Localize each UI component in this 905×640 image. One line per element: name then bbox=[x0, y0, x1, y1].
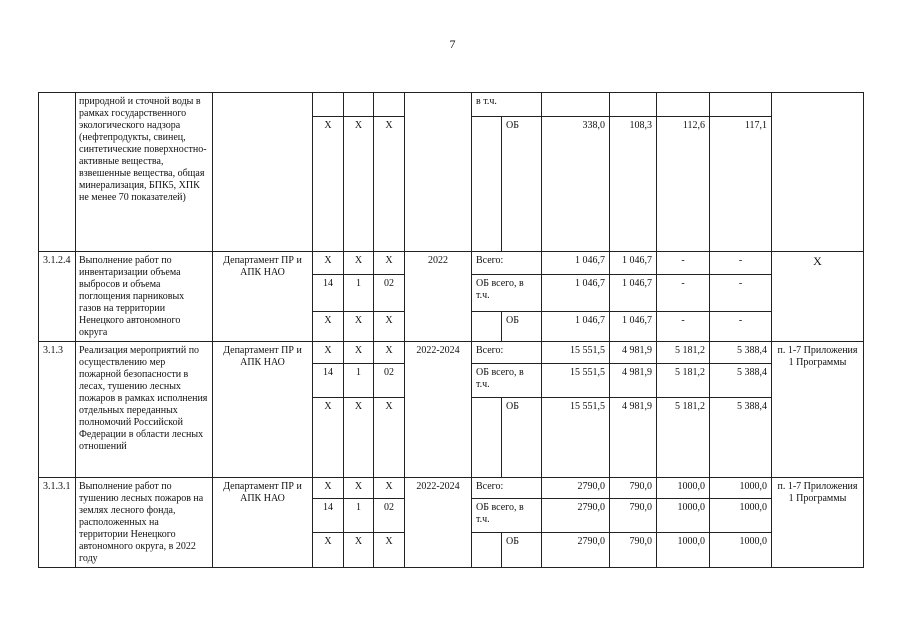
table-row bbox=[39, 342, 864, 364]
row-code-1: X bbox=[313, 398, 344, 478]
row-code: 3.1.2.4 bbox=[39, 252, 76, 342]
row-value-total: 15 551,5 bbox=[542, 364, 610, 398]
row-value-total: 2790,0 bbox=[542, 533, 610, 568]
row-description: Реализация мероприятий по осуществлению мер пожарной безопасности в лесах, тушению лесных пожаров в рамках исполнения отдельных переданных полномочий Российской Федерации в области лесных отношений bbox=[76, 342, 213, 478]
row-executor: Департамент ПР и АПК НАО bbox=[213, 252, 313, 342]
row-note: п. 1-7 Приложения 1 Программы bbox=[772, 478, 864, 568]
program-activities-table bbox=[38, 92, 864, 568]
row-value-2023 bbox=[657, 93, 710, 117]
row-code-1 bbox=[313, 93, 344, 117]
row-value-2022: 790,0 bbox=[610, 478, 657, 499]
row-value-2022: 4 981,9 bbox=[610, 364, 657, 398]
row-value-2023: - bbox=[657, 252, 710, 275]
row-value-2022: 790,0 bbox=[610, 499, 657, 533]
row-code-3: 02 bbox=[374, 275, 405, 312]
row-code-1: X bbox=[313, 117, 344, 252]
row-source: ОБ всего, в т.ч. bbox=[472, 275, 542, 312]
row-value-2022: 4 981,9 bbox=[610, 342, 657, 364]
row-code-2: X bbox=[344, 533, 374, 568]
row-value-2023: 1000,0 bbox=[657, 533, 710, 568]
row-value-2022: 1 046,7 bbox=[610, 252, 657, 275]
row-note: X bbox=[772, 252, 864, 342]
row-value-2024: - bbox=[710, 252, 772, 275]
row-value-total: 1 046,7 bbox=[542, 311, 610, 341]
row-year: 2022-2024 bbox=[405, 342, 472, 478]
row-spacer bbox=[472, 117, 502, 252]
row-value-2023: 5 181,2 bbox=[657, 398, 710, 478]
row-source: ОБ всего, в т.ч. bbox=[472, 499, 542, 533]
row-value-2022: 790,0 bbox=[610, 533, 657, 568]
row-code-3: X bbox=[374, 478, 405, 499]
row-value-2023: - bbox=[657, 275, 710, 312]
row-value-2024: 5 388,4 bbox=[710, 342, 772, 364]
row-source: в т.ч. bbox=[472, 93, 542, 117]
row-source: ОБ всего, в т.ч. bbox=[472, 364, 542, 398]
row-code-1: X bbox=[313, 252, 344, 275]
row-code bbox=[39, 93, 76, 252]
row-value-2024: 1000,0 bbox=[710, 533, 772, 568]
row-code-2: 1 bbox=[344, 499, 374, 533]
row-description: природной и сточной воды в рамках государственного экологического надзора (нефтепродукты, свинец, синтетические поверхностно-активные вещества, взвешенные вещества, общая минерализация, БПК5, ХПК не менее 70 показателей) bbox=[76, 93, 213, 252]
row-value-2024: - bbox=[710, 311, 772, 341]
row-year: 2022-2024 bbox=[405, 478, 472, 568]
row-source: ОБ bbox=[502, 398, 542, 478]
row-source: Всего: bbox=[472, 342, 542, 364]
row-code-3: X bbox=[374, 117, 405, 252]
row-code-2: 1 bbox=[344, 364, 374, 398]
row-value-2024: 5 388,4 bbox=[710, 398, 772, 478]
row-code-2: X bbox=[344, 398, 374, 478]
row-note: п. 1-7 Приложения 1 Программы bbox=[772, 342, 864, 478]
row-executor: Департамент ПР и АПК НАО bbox=[213, 478, 313, 568]
row-code-2 bbox=[344, 93, 374, 117]
row-value-2024 bbox=[710, 93, 772, 117]
row-value-2023: 112,6 bbox=[657, 117, 710, 252]
row-value-total: 1 046,7 bbox=[542, 252, 610, 275]
row-code-2: 1 bbox=[344, 275, 374, 312]
row-value-2023: - bbox=[657, 311, 710, 341]
row-code-3: X bbox=[374, 252, 405, 275]
row-value-2022 bbox=[610, 93, 657, 117]
row-code: 3.1.3 bbox=[39, 342, 76, 478]
row-value-2023: 5 181,2 bbox=[657, 342, 710, 364]
row-code-2: X bbox=[344, 117, 374, 252]
row-value-2024: 1000,0 bbox=[710, 478, 772, 499]
row-value-2023: 1000,0 bbox=[657, 478, 710, 499]
row-code-1: X bbox=[313, 478, 344, 499]
row-description: Выполнение работ по тушению лесных пожаров на землях лесного фонда, расположенных на территории Ненецкого автономного округа, в 2022 году bbox=[76, 478, 213, 568]
row-value-total: 1 046,7 bbox=[542, 275, 610, 312]
row-note bbox=[772, 93, 864, 252]
row-value-total: 338,0 bbox=[542, 117, 610, 252]
row-description: Выполнение работ по инвентаризации объема выбросов и объема поглощения парниковых газов на территории Ненецкого автономного округа bbox=[76, 252, 213, 342]
row-code-2: X bbox=[344, 252, 374, 275]
row-code-1: X bbox=[313, 311, 344, 341]
row-spacer bbox=[472, 398, 502, 478]
row-year: 2022 bbox=[405, 252, 472, 342]
row-value-2022: 4 981,9 bbox=[610, 398, 657, 478]
row-value-2024: 117,1 bbox=[710, 117, 772, 252]
row-code-3: X bbox=[374, 533, 405, 568]
row-code-3: X bbox=[374, 311, 405, 341]
row-value-2022: 1 046,7 bbox=[610, 311, 657, 341]
page-number: 7 bbox=[449, 37, 456, 51]
row-code-3: X bbox=[374, 342, 405, 364]
row-code-2: X bbox=[344, 478, 374, 499]
row-code-1: 14 bbox=[313, 364, 344, 398]
row-code-3: X bbox=[374, 398, 405, 478]
table-row bbox=[39, 252, 864, 275]
row-code-3: 02 bbox=[374, 364, 405, 398]
row-executor bbox=[213, 93, 313, 252]
row-value-total: 2790,0 bbox=[542, 478, 610, 499]
table-row bbox=[39, 93, 864, 117]
row-spacer bbox=[472, 533, 502, 568]
row-code: 3.1.3.1 bbox=[39, 478, 76, 568]
row-value-2024: - bbox=[710, 275, 772, 312]
row-code-1: 14 bbox=[313, 499, 344, 533]
row-value-2022: 108,3 bbox=[610, 117, 657, 252]
row-executor: Департамент ПР и АПК НАО bbox=[213, 342, 313, 478]
row-code-2: X bbox=[344, 342, 374, 364]
row-spacer bbox=[472, 311, 502, 341]
row-value-2024: 5 388,4 bbox=[710, 364, 772, 398]
row-value-total: 15 551,5 bbox=[542, 398, 610, 478]
row-value-total: 2790,0 bbox=[542, 499, 610, 533]
row-source: Всего: bbox=[472, 478, 542, 499]
row-source: Всего: bbox=[472, 252, 542, 275]
row-code-1: X bbox=[313, 533, 344, 568]
row-value-2024: 1000,0 bbox=[710, 499, 772, 533]
row-value-total: 15 551,5 bbox=[542, 342, 610, 364]
row-value-2023: 1000,0 bbox=[657, 499, 710, 533]
row-value-2023: 5 181,2 bbox=[657, 364, 710, 398]
row-value-2022: 1 046,7 bbox=[610, 275, 657, 312]
row-code-1: 14 bbox=[313, 275, 344, 312]
row-code-3: 02 bbox=[374, 499, 405, 533]
row-value-total bbox=[542, 93, 610, 117]
row-source: ОБ bbox=[502, 117, 542, 252]
row-source: ОБ bbox=[502, 533, 542, 568]
row-code-3 bbox=[374, 93, 405, 117]
row-code-1: X bbox=[313, 342, 344, 364]
row-code-2: X bbox=[344, 311, 374, 341]
row-year bbox=[405, 93, 472, 252]
row-source: ОБ bbox=[502, 311, 542, 341]
table-row bbox=[39, 478, 864, 499]
